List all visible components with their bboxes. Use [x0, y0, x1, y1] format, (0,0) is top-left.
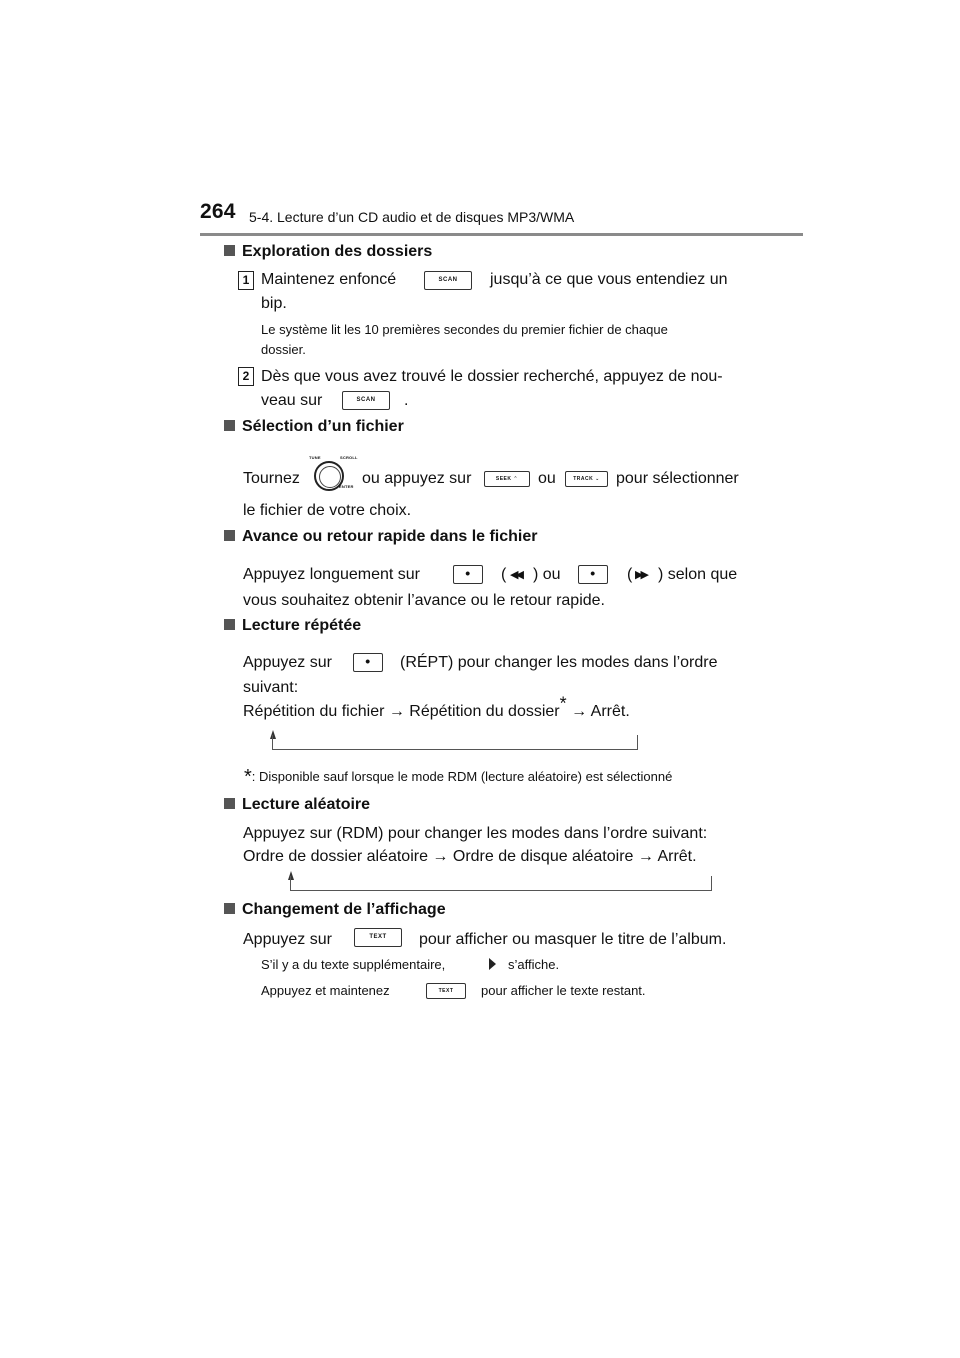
seek-up-button[interactable]: SEEK ⌃: [484, 471, 530, 487]
track-down-button[interactable]: TRACK ⌄: [565, 471, 608, 487]
display-note-1b: s’affiche.: [508, 957, 560, 972]
bullet-square-icon: [224, 903, 235, 914]
footnote: *: Disponible sauf lorsque le mode RDM (lecture aléatoire) est sélectionné: [244, 766, 673, 788]
section-heading-display: Changement de l’affichage: [224, 901, 446, 919]
step1-text-c: bip.: [261, 295, 287, 312]
repeat-cycle-line: [272, 735, 638, 750]
page-number: 264: [200, 200, 236, 223]
step2-text-b: veau sur: [261, 392, 323, 409]
step1-note-b: dossier.: [261, 342, 306, 357]
bullet-square-icon: [224, 420, 235, 431]
display-note-1a: S’il y a du texte supplémentaire,: [261, 957, 446, 972]
ffrew-text-3: ) ou: [533, 566, 561, 583]
ffrew-text-2: (: [501, 566, 507, 583]
header-rule: [200, 233, 803, 236]
ffwd-icon: ▶▶: [635, 569, 646, 581]
step2-text-a: Dès que vous avez trouvé le dossier recherché, appuyez de nou-: [261, 368, 723, 385]
ffrew-text-6: vous souhaitez obtenir l’avance ou le retour rapide.: [243, 592, 605, 609]
random-cycle-line: [290, 876, 712, 891]
section-heading-repeat: Lecture répétée: [224, 617, 361, 635]
bullet-square-icon: [224, 245, 235, 256]
ffrew-text-5: ) selon que: [658, 566, 738, 583]
knob-label-enter: ENTER: [339, 484, 354, 489]
display-note-2b: pour afficher le texte restant.: [481, 983, 646, 998]
bullet-square-icon: [224, 530, 235, 541]
select-text-2: ou appuyez sur: [362, 470, 472, 487]
step-number-1: 1: [238, 271, 254, 290]
display-text-1: Appuyez sur: [243, 931, 332, 948]
knob-label-tune: TUNE: [309, 455, 321, 460]
ffrew-text-4: (: [627, 566, 633, 583]
rewind-preset-button[interactable]: •: [453, 565, 483, 584]
random-text-1: Appuyez sur (RDM) pour changer les modes dans l’ordre suivant:: [243, 825, 708, 842]
section-heading-random: Lecture aléatoire: [224, 796, 370, 814]
repeat-sequence: Répétition du fichier → Répétition du dossier* → Arrêt.: [243, 693, 630, 720]
knob-label-scroll: SCROLL: [340, 455, 358, 460]
scan-button[interactable]: SCAN: [424, 271, 472, 290]
text-button[interactable]: TEXT: [354, 928, 402, 947]
section-heading-selection: Sélection d’un fichier: [224, 418, 404, 436]
step1-note: Le système lit les 10 premières secondes du premier fichier de chaque: [261, 322, 668, 337]
rewind-icon: ◀◀: [510, 569, 521, 581]
ffwd-preset-button[interactable]: •: [578, 565, 608, 584]
scan-button-2[interactable]: SCAN: [342, 391, 390, 410]
step1-text-a: Maintenez enfoncé: [261, 271, 397, 288]
bullet-square-icon: [224, 619, 235, 630]
ffrew-text-1: Appuyez longuement sur: [243, 566, 420, 583]
chapter-title: 5-4. Lecture d’un CD audio et de disques MP3/WMA: [249, 209, 575, 225]
display-text-2: pour afficher ou masquer le titre de l’album.: [419, 931, 727, 948]
step2-text-c: .: [404, 392, 409, 409]
select-text-4: pour sélectionner: [616, 470, 739, 487]
random-text-2: Ordre de dossier aléatoire → Ordre de disque aléatoire → Arrêt.: [243, 848, 697, 865]
repeat-text-3: suivant:: [243, 679, 299, 696]
section-heading-exploration: Exploration des dossiers: [224, 243, 432, 261]
bullet-square-icon: [224, 798, 235, 809]
step-number-2: 2: [238, 367, 254, 386]
repeat-text-2: (RÉPT) pour changer les modes dans l’ordre: [400, 654, 718, 671]
knob-inner-ring: [319, 466, 341, 488]
more-text-arrow-icon: [489, 958, 496, 970]
step1-text-b: jusqu’à ce que vous entendiez un: [490, 271, 728, 288]
repeat-text-1: Appuyez sur: [243, 654, 332, 671]
section-heading-avance: Avance ou retour rapide dans le fichier: [224, 528, 538, 546]
chevron-up-icon: ⌃: [513, 476, 519, 482]
chevron-down-icon: ⌄: [595, 476, 600, 482]
text-button-2[interactable]: TEXT: [426, 983, 466, 999]
select-text-1: Tournez: [243, 470, 300, 487]
display-note-2a: Appuyez et maintenez: [261, 983, 390, 998]
select-text-3: ou: [538, 470, 556, 487]
select-text-5: le fichier de votre choix.: [243, 502, 412, 519]
repeat-preset-button[interactable]: •: [353, 653, 383, 672]
